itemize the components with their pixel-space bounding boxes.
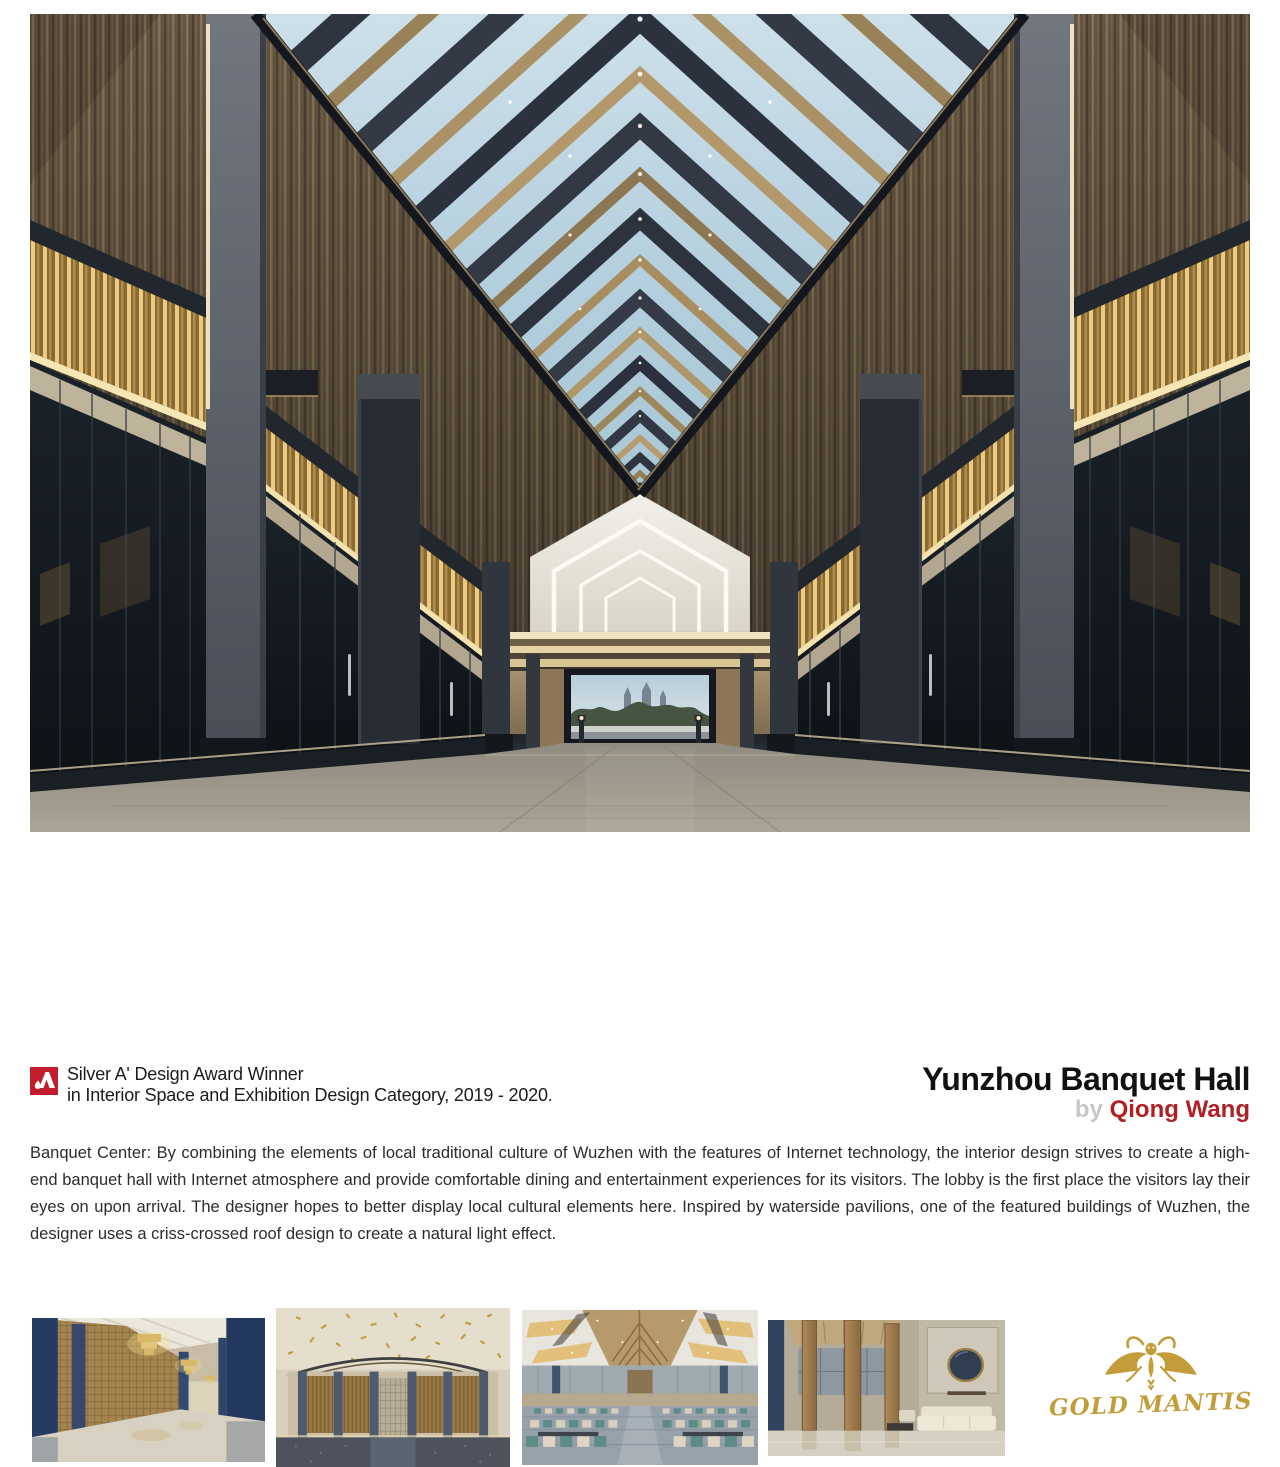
sofa-group: [887, 1406, 996, 1432]
thumbnail-blue-gold-corridor[interactable]: [32, 1318, 265, 1462]
project-description: Banquet Center: By combining the elements of local traditional culture of Wuzhen with the features of Internet technology, the interior design strives to create a high-end banquet hall with Internet atmosphere and provide comfortable dining and entertainment experiences for its visitors. The lobby is the first place the visitors lay their eyes on upon arrival. The designer hopes to better display local cultural elements here. Inspired by waterside pavilions, one of the featured buildings of Wuzhen, the designer uses a criss-crossed roof design to create a natural light effect.: [30, 1144, 1250, 1243]
thumbnail-lounge[interactable]: [768, 1320, 1005, 1456]
thumbnail-hall-entrance[interactable]: [276, 1308, 510, 1467]
title-block: [922, 1062, 1250, 1123]
award-line1: Silver A' Design Award Winner: [67, 1064, 304, 1084]
byline: [922, 1096, 1250, 1123]
designer-name: Qiong Wang: [1109, 1096, 1250, 1123]
gold-mantis-logo: [1046, 1328, 1256, 1432]
stepped-light-canopy: [458, 632, 822, 671]
meta-row: [30, 1061, 1250, 1123]
hero-image-banquet-hall-lobby: [30, 14, 1250, 832]
brand-wordmark: GOLD MANTIS: [1048, 1387, 1253, 1422]
a-design-award-badge-icon: [30, 1067, 58, 1095]
hero-illustration: [30, 14, 1250, 832]
project-title: Yunzhou Banquet Hall: [922, 1061, 1250, 1097]
byline-label: by: [1074, 1096, 1103, 1123]
round-mirror: [949, 1349, 983, 1381]
award-winner-block: [30, 1064, 553, 1106]
award-line2: in Interior Space and Exhibition Design Category, 2019 - 2020.: [67, 1085, 553, 1105]
mantis-icon: [1105, 1338, 1197, 1389]
thumbnail-dining-hall[interactable]: [522, 1310, 758, 1465]
